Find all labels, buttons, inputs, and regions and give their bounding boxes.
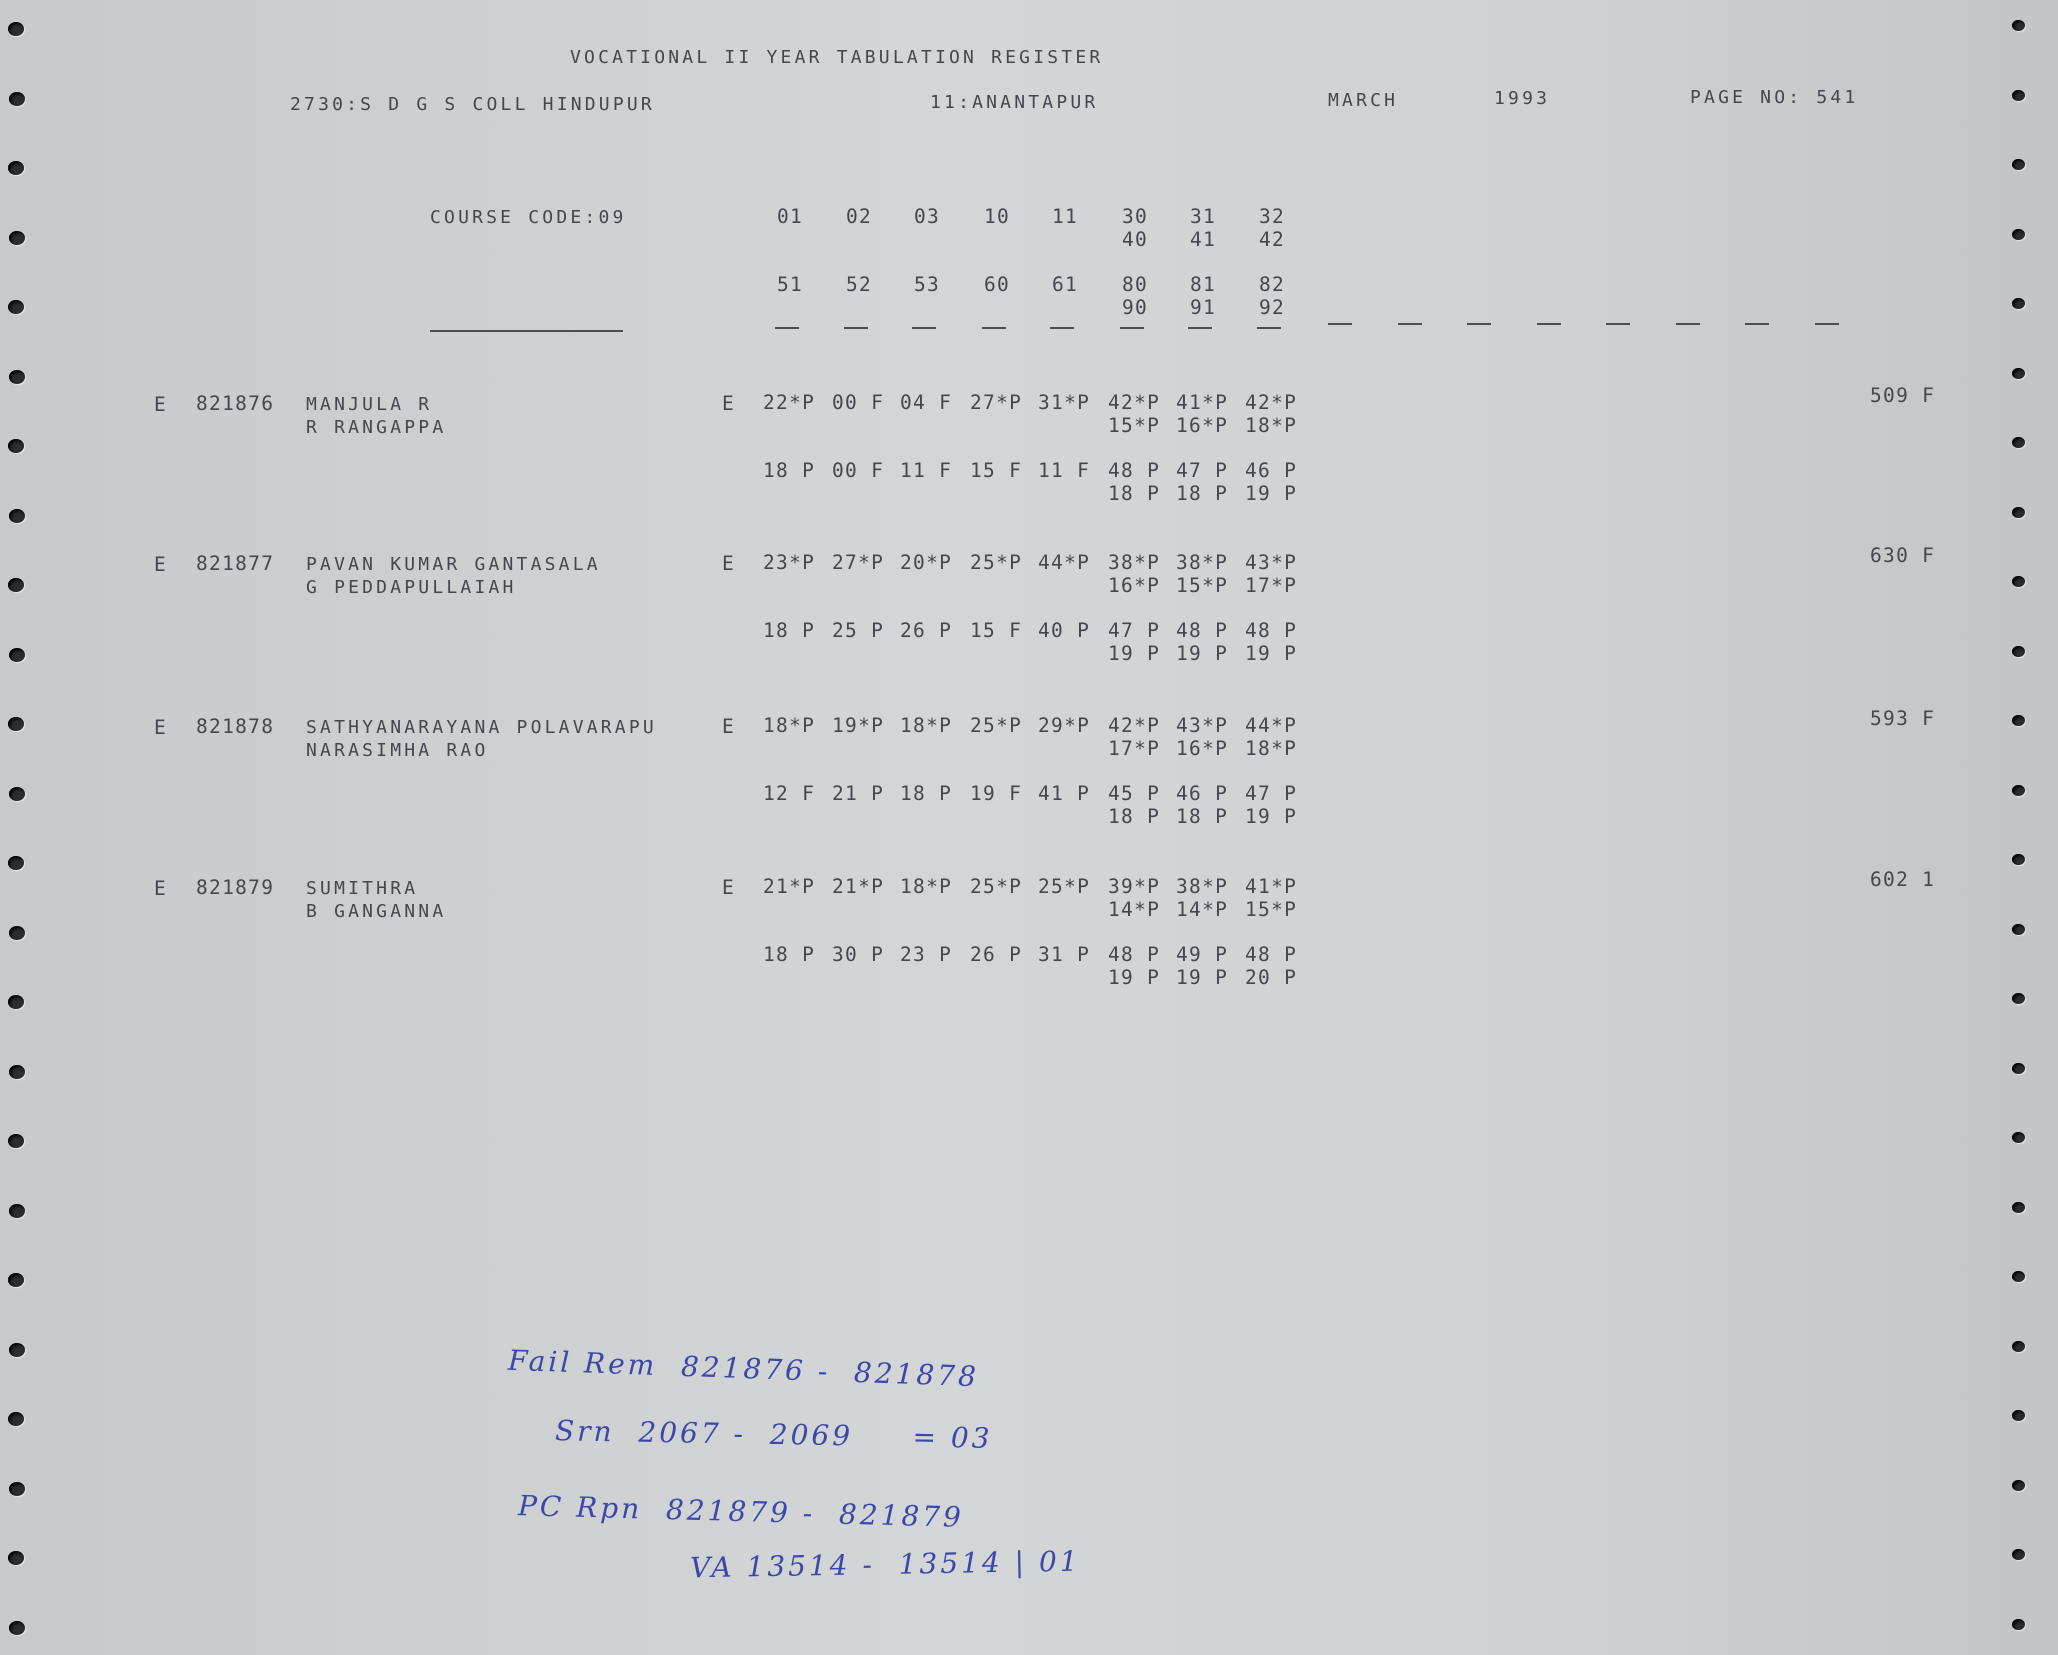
separator-dash bbox=[1676, 323, 1700, 325]
feed-hole bbox=[9, 1621, 25, 1635]
mark: 18 P bbox=[900, 782, 953, 805]
mark: 48 P bbox=[1108, 459, 1161, 482]
group-code: E bbox=[722, 876, 736, 899]
feed-hole bbox=[2012, 1271, 2025, 1282]
feed-hole bbox=[2012, 229, 2025, 240]
feed-hole bbox=[9, 231, 25, 245]
feed-hole bbox=[2012, 1063, 2025, 1074]
parent-name: NARASIMHA RAO bbox=[306, 740, 489, 761]
mark: 14*P bbox=[1176, 898, 1229, 921]
mark: 00 F bbox=[832, 391, 885, 414]
mark: 16*P bbox=[1108, 574, 1161, 597]
student-name: MANJULA R bbox=[306, 394, 433, 415]
feed-hole bbox=[8, 1412, 24, 1426]
feed-hole bbox=[2012, 20, 2025, 31]
subject-code: 40 bbox=[1122, 228, 1149, 251]
separator-dash bbox=[1120, 327, 1144, 329]
feed-hole bbox=[2012, 1549, 2025, 1560]
feed-hole bbox=[8, 1551, 24, 1565]
mark: 14*P bbox=[1108, 898, 1161, 921]
course-code: COURSE CODE:09 bbox=[430, 207, 627, 228]
mark: 38*P bbox=[1176, 875, 1229, 898]
mark: 31 P bbox=[1038, 943, 1091, 966]
mark: 17*P bbox=[1245, 574, 1298, 597]
subject-code: 81 bbox=[1190, 273, 1217, 296]
feed-hole bbox=[9, 1204, 25, 1218]
mark: 39*P bbox=[1108, 875, 1161, 898]
mark: 49 P bbox=[1176, 943, 1229, 966]
subject-code: 11 bbox=[1052, 205, 1079, 228]
exam-year: 1993 bbox=[1494, 88, 1551, 109]
mark: 15*P bbox=[1108, 414, 1161, 437]
mark: 12 F bbox=[763, 782, 816, 805]
separator-dash bbox=[1188, 327, 1212, 329]
feed-hole bbox=[9, 1482, 25, 1496]
subject-code: 32 bbox=[1259, 205, 1286, 228]
handwritten-note-line3: PC Rpn 821879 - 821879 bbox=[517, 1489, 965, 1534]
mark: 25*P bbox=[1038, 875, 1091, 898]
mark: 18 P bbox=[1108, 482, 1161, 505]
student-type: E bbox=[154, 877, 168, 900]
feed-hole bbox=[2012, 507, 2025, 518]
mark: 43*P bbox=[1176, 714, 1229, 737]
mark: 48 P bbox=[1176, 619, 1229, 642]
feed-hole bbox=[2012, 298, 2025, 309]
subject-code: 51 bbox=[777, 273, 804, 296]
feed-hole bbox=[9, 926, 25, 940]
student-type: E bbox=[154, 716, 168, 739]
subject-code: 01 bbox=[777, 205, 804, 228]
feed-hole bbox=[8, 717, 24, 731]
mark: 18 P bbox=[1108, 805, 1161, 828]
mark: 27*P bbox=[970, 391, 1023, 414]
separator-dash bbox=[1398, 323, 1422, 325]
subject-code: 42 bbox=[1259, 228, 1286, 251]
mark: 44*P bbox=[1245, 714, 1298, 737]
student-type: E bbox=[154, 393, 168, 416]
mark: 21*P bbox=[832, 875, 885, 898]
mark: 38*P bbox=[1108, 551, 1161, 574]
mark: 23 P bbox=[900, 943, 953, 966]
mark: 19 P bbox=[1176, 642, 1229, 665]
mark: 15*P bbox=[1245, 898, 1298, 921]
total-result: 630 F bbox=[1870, 544, 1936, 567]
subject-code: 92 bbox=[1259, 296, 1286, 319]
mark: 44*P bbox=[1038, 551, 1091, 574]
mark: 16*P bbox=[1176, 414, 1229, 437]
mark: 38*P bbox=[1176, 551, 1229, 574]
mark: 11 F bbox=[900, 459, 953, 482]
feed-hole bbox=[2012, 437, 2025, 448]
roll-number: 821876 bbox=[196, 392, 275, 415]
mark: 29*P bbox=[1038, 714, 1091, 737]
subject-code: 91 bbox=[1190, 296, 1217, 319]
mark: 25*P bbox=[970, 875, 1023, 898]
mark: 18*P bbox=[900, 875, 953, 898]
subject-code: 90 bbox=[1122, 296, 1149, 319]
feed-hole bbox=[9, 370, 25, 384]
feed-hole bbox=[2012, 576, 2025, 587]
mark: 15 F bbox=[970, 459, 1023, 482]
group-code: E bbox=[722, 552, 736, 575]
feed-hole bbox=[8, 1273, 24, 1287]
student-type: E bbox=[154, 553, 168, 576]
mark: 41*P bbox=[1245, 875, 1298, 898]
feed-hole bbox=[2012, 854, 2025, 865]
subject-code: 02 bbox=[846, 205, 873, 228]
subject-code: 31 bbox=[1190, 205, 1217, 228]
feed-hole bbox=[8, 22, 24, 36]
mark: 26 P bbox=[900, 619, 953, 642]
feed-hole bbox=[2012, 159, 2025, 170]
separator-dash bbox=[1606, 323, 1630, 325]
mark: 30 P bbox=[832, 943, 885, 966]
mark: 18*P bbox=[1245, 414, 1298, 437]
separator-dash bbox=[1537, 323, 1561, 325]
district: 11:ANANTAPUR bbox=[930, 92, 1099, 113]
feed-hole bbox=[9, 648, 25, 662]
mark: 19 P bbox=[1245, 805, 1298, 828]
feed-hole bbox=[2012, 1410, 2025, 1421]
feed-hole bbox=[8, 439, 24, 453]
mark: 21 P bbox=[832, 782, 885, 805]
mark: 48 P bbox=[1245, 943, 1298, 966]
feed-hole bbox=[2012, 646, 2025, 657]
mark: 18*P bbox=[1245, 737, 1298, 760]
mark: 18*P bbox=[900, 714, 953, 737]
mark: 27*P bbox=[832, 551, 885, 574]
total-result: 593 F bbox=[1870, 707, 1936, 730]
feed-hole bbox=[2012, 993, 2025, 1004]
mark: 19 P bbox=[1108, 642, 1161, 665]
feed-hole bbox=[2012, 368, 2025, 379]
mark: 41*P bbox=[1176, 391, 1229, 414]
mark: 23*P bbox=[763, 551, 816, 574]
feed-hole bbox=[2012, 1341, 2025, 1352]
subject-code: 53 bbox=[914, 273, 941, 296]
mark: 40 P bbox=[1038, 619, 1091, 642]
student-name: SATHYANARAYANA POLAVARAPU bbox=[306, 717, 657, 738]
feed-hole bbox=[9, 787, 25, 801]
student-name: SUMITHRA bbox=[306, 878, 419, 899]
subject-code: 80 bbox=[1122, 273, 1149, 296]
student-name: PAVAN KUMAR GANTASALA bbox=[306, 554, 601, 575]
mark: 26 P bbox=[970, 943, 1023, 966]
mark: 19*P bbox=[832, 714, 885, 737]
feed-hole bbox=[2012, 785, 2025, 796]
mark: 25*P bbox=[970, 714, 1023, 737]
mark: 19 P bbox=[1245, 642, 1298, 665]
exam-month: MARCH bbox=[1328, 90, 1399, 111]
mark: 18 P bbox=[763, 943, 816, 966]
handwritten-note-line1: Fail Rem 821876 - 821878 bbox=[507, 1343, 980, 1394]
separator-dash bbox=[1257, 327, 1281, 329]
feed-hole bbox=[8, 1134, 24, 1148]
feed-hole bbox=[9, 92, 25, 106]
group-code: E bbox=[722, 715, 736, 738]
page-number: PAGE NO: 541 bbox=[1690, 87, 1859, 108]
feed-hole bbox=[2012, 1619, 2025, 1630]
feed-hole bbox=[9, 509, 25, 523]
mark: 18 P bbox=[1176, 805, 1229, 828]
mark: 16*P bbox=[1176, 737, 1229, 760]
mark: 42*P bbox=[1108, 391, 1161, 414]
subject-code: 30 bbox=[1122, 205, 1149, 228]
feed-hole bbox=[8, 300, 24, 314]
tractor-feed-holes-right bbox=[2012, 0, 2042, 1655]
mark: 18 P bbox=[1176, 482, 1229, 505]
mark: 19 P bbox=[1176, 966, 1229, 989]
separator-dash bbox=[775, 327, 799, 329]
mark: 18*P bbox=[763, 714, 816, 737]
separator-dash bbox=[1328, 323, 1352, 325]
subject-code: 61 bbox=[1052, 273, 1079, 296]
mark: 19 P bbox=[1245, 482, 1298, 505]
mark: 42*P bbox=[1245, 391, 1298, 414]
mark: 21*P bbox=[763, 875, 816, 898]
separator-dash bbox=[1467, 323, 1491, 325]
mark: 42*P bbox=[1108, 714, 1161, 737]
mark: 18 P bbox=[763, 619, 816, 642]
mark: 46 P bbox=[1176, 782, 1229, 805]
subject-code: 10 bbox=[984, 205, 1011, 228]
separator-dash bbox=[982, 327, 1006, 329]
separator-dash bbox=[1050, 327, 1074, 329]
feed-hole bbox=[8, 161, 24, 175]
feed-hole bbox=[9, 1065, 25, 1079]
feed-hole bbox=[2012, 1480, 2025, 1491]
subject-code: 41 bbox=[1190, 228, 1217, 251]
parent-name: B GANGANNA bbox=[306, 901, 447, 922]
subject-code: 82 bbox=[1259, 273, 1286, 296]
feed-hole bbox=[8, 578, 24, 592]
parent-name: R RANGAPPA bbox=[306, 417, 447, 438]
feed-hole bbox=[8, 856, 24, 870]
parent-name: G PEDDAPULLAIAH bbox=[306, 577, 517, 598]
tractor-feed-holes-left bbox=[8, 0, 38, 1655]
mark: 41 P bbox=[1038, 782, 1091, 805]
subject-code: 52 bbox=[846, 273, 873, 296]
feed-hole bbox=[2012, 924, 2025, 935]
mark: 22*P bbox=[763, 391, 816, 414]
separator-dash bbox=[1745, 323, 1769, 325]
roll-number: 821877 bbox=[196, 552, 275, 575]
mark: 45 P bbox=[1108, 782, 1161, 805]
separator-dash bbox=[1815, 323, 1839, 325]
mark: 47 P bbox=[1245, 782, 1298, 805]
feed-hole bbox=[2012, 1202, 2025, 1213]
feed-hole bbox=[9, 1343, 25, 1357]
mark: 47 P bbox=[1108, 619, 1161, 642]
feed-hole bbox=[2012, 90, 2025, 101]
separator-dash bbox=[912, 327, 936, 329]
mark: 20 P bbox=[1245, 966, 1298, 989]
mark: 04 F bbox=[900, 391, 953, 414]
separator-dash-long bbox=[430, 330, 623, 332]
mark: 48 P bbox=[1245, 619, 1298, 642]
mark: 43*P bbox=[1245, 551, 1298, 574]
mark: 48 P bbox=[1108, 943, 1161, 966]
mark: 25*P bbox=[970, 551, 1023, 574]
report-title: VOCATIONAL II YEAR TABULATION REGISTER bbox=[570, 47, 1104, 68]
college-name: 2730:S D G S COLL HINDUPUR bbox=[290, 94, 655, 115]
mark: 20*P bbox=[900, 551, 953, 574]
mark: 46 P bbox=[1245, 459, 1298, 482]
handwritten-note-line4: VA 13514 - 13514 | 01 bbox=[689, 1544, 1081, 1585]
total-result: 509 F bbox=[1870, 384, 1936, 407]
roll-number: 821878 bbox=[196, 715, 275, 738]
mark: 31*P bbox=[1038, 391, 1091, 414]
subject-code: 03 bbox=[914, 205, 941, 228]
group-code: E bbox=[722, 392, 736, 415]
mark: 25 P bbox=[832, 619, 885, 642]
mark: 19 F bbox=[970, 782, 1023, 805]
feed-hole bbox=[2012, 1132, 2025, 1143]
feed-hole bbox=[2012, 715, 2025, 726]
subject-code: 60 bbox=[984, 273, 1011, 296]
feed-hole bbox=[8, 995, 24, 1009]
total-result: 602 1 bbox=[1870, 868, 1936, 891]
mark: 00 F bbox=[832, 459, 885, 482]
handwritten-note-line2: Srn 2067 - 2069 = 03 bbox=[554, 1414, 993, 1455]
mark: 11 F bbox=[1038, 459, 1091, 482]
mark: 17*P bbox=[1108, 737, 1161, 760]
mark: 15 F bbox=[970, 619, 1023, 642]
mark: 47 P bbox=[1176, 459, 1229, 482]
mark: 15*P bbox=[1176, 574, 1229, 597]
mark: 18 P bbox=[763, 459, 816, 482]
separator-dash bbox=[844, 327, 868, 329]
mark: 19 P bbox=[1108, 966, 1161, 989]
roll-number: 821879 bbox=[196, 876, 275, 899]
